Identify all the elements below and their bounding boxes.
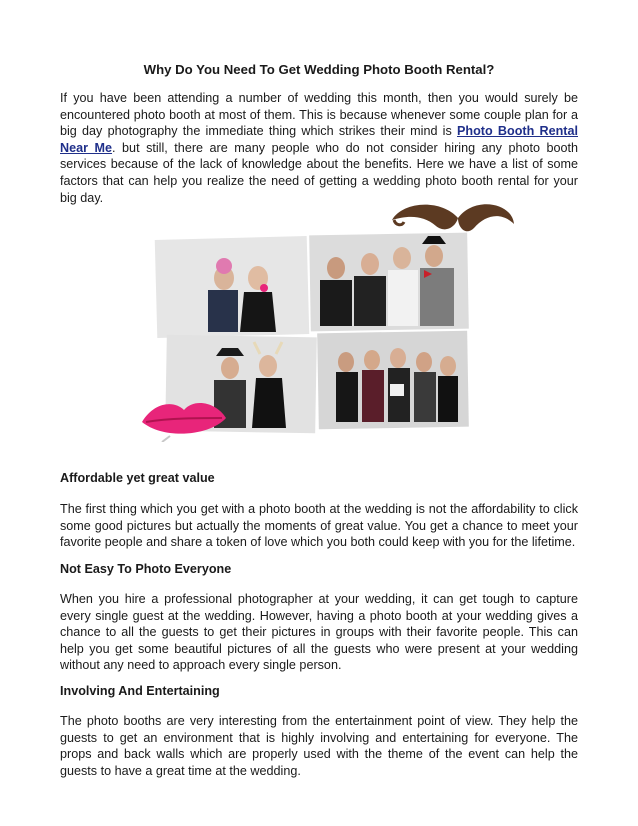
- section-heading-not-easy: Not Easy To Photo Everyone: [60, 562, 232, 576]
- section-heading-affordable: Affordable yet great value: [60, 471, 215, 485]
- section-body-not-easy: When you hire a professional photographer at your wedding, it can get tough to capture every single guest at the wedding. However, having a photo booth at your wedding gives a chance to all the guests to get their pictures in groups with their favorite people. This can help you get some beautiful pictures of all the guests who were present at your wedding without any need to approach every single person.: [60, 592, 578, 673]
- photo-top-left: [155, 236, 310, 338]
- photo-booth-rental-link[interactable]: Photo Booth Rental Near Me: [60, 124, 578, 155]
- section-body-affordable: The first thing which you get with a photo booth at the wedding is not the affordability to click some good pictures but actually the moments of great value. You get a chance to meet your favorite people and share a token of love which you both could keep with you for the lifetime.: [60, 502, 578, 550]
- photo-collage-image: [140, 196, 516, 442]
- intro-text-before-link: If you have been attending a number of wedding this month, then you would surely be encountered photo booth at most of them. This is because whenever some couple plan for a big day photography the immediate thing which strikes their mind is: [60, 91, 578, 139]
- photo-top-right: [309, 233, 469, 332]
- page-title: Why Do You Need To Get Wedding Photo Booth Rental?: [143, 62, 495, 77]
- section-body-involving: The photo booths are very interesting from the entertainment point of view. They help the guests to get an environment that is highly involving and entertaining for everyone. The props and back walls which are properly used with the theme of the event can help the guests to have a great time at the wedding.: [60, 714, 578, 778]
- mustache-prop-icon: [392, 204, 514, 231]
- photo-bottom-right: [317, 331, 469, 430]
- photo-collage: [140, 196, 516, 442]
- intro-paragraph: [60, 90, 578, 206]
- intro-text-after-link: . but still, there are many people who do not consider hiring any photo booth services because of the lack of knowledge about the benefits. Here we have a list of some factors that can help you realize the need of getting a wedding photo booth rental for your big day.: [60, 140, 578, 205]
- section-heading-involving: Involving And Entertaining: [60, 684, 220, 698]
